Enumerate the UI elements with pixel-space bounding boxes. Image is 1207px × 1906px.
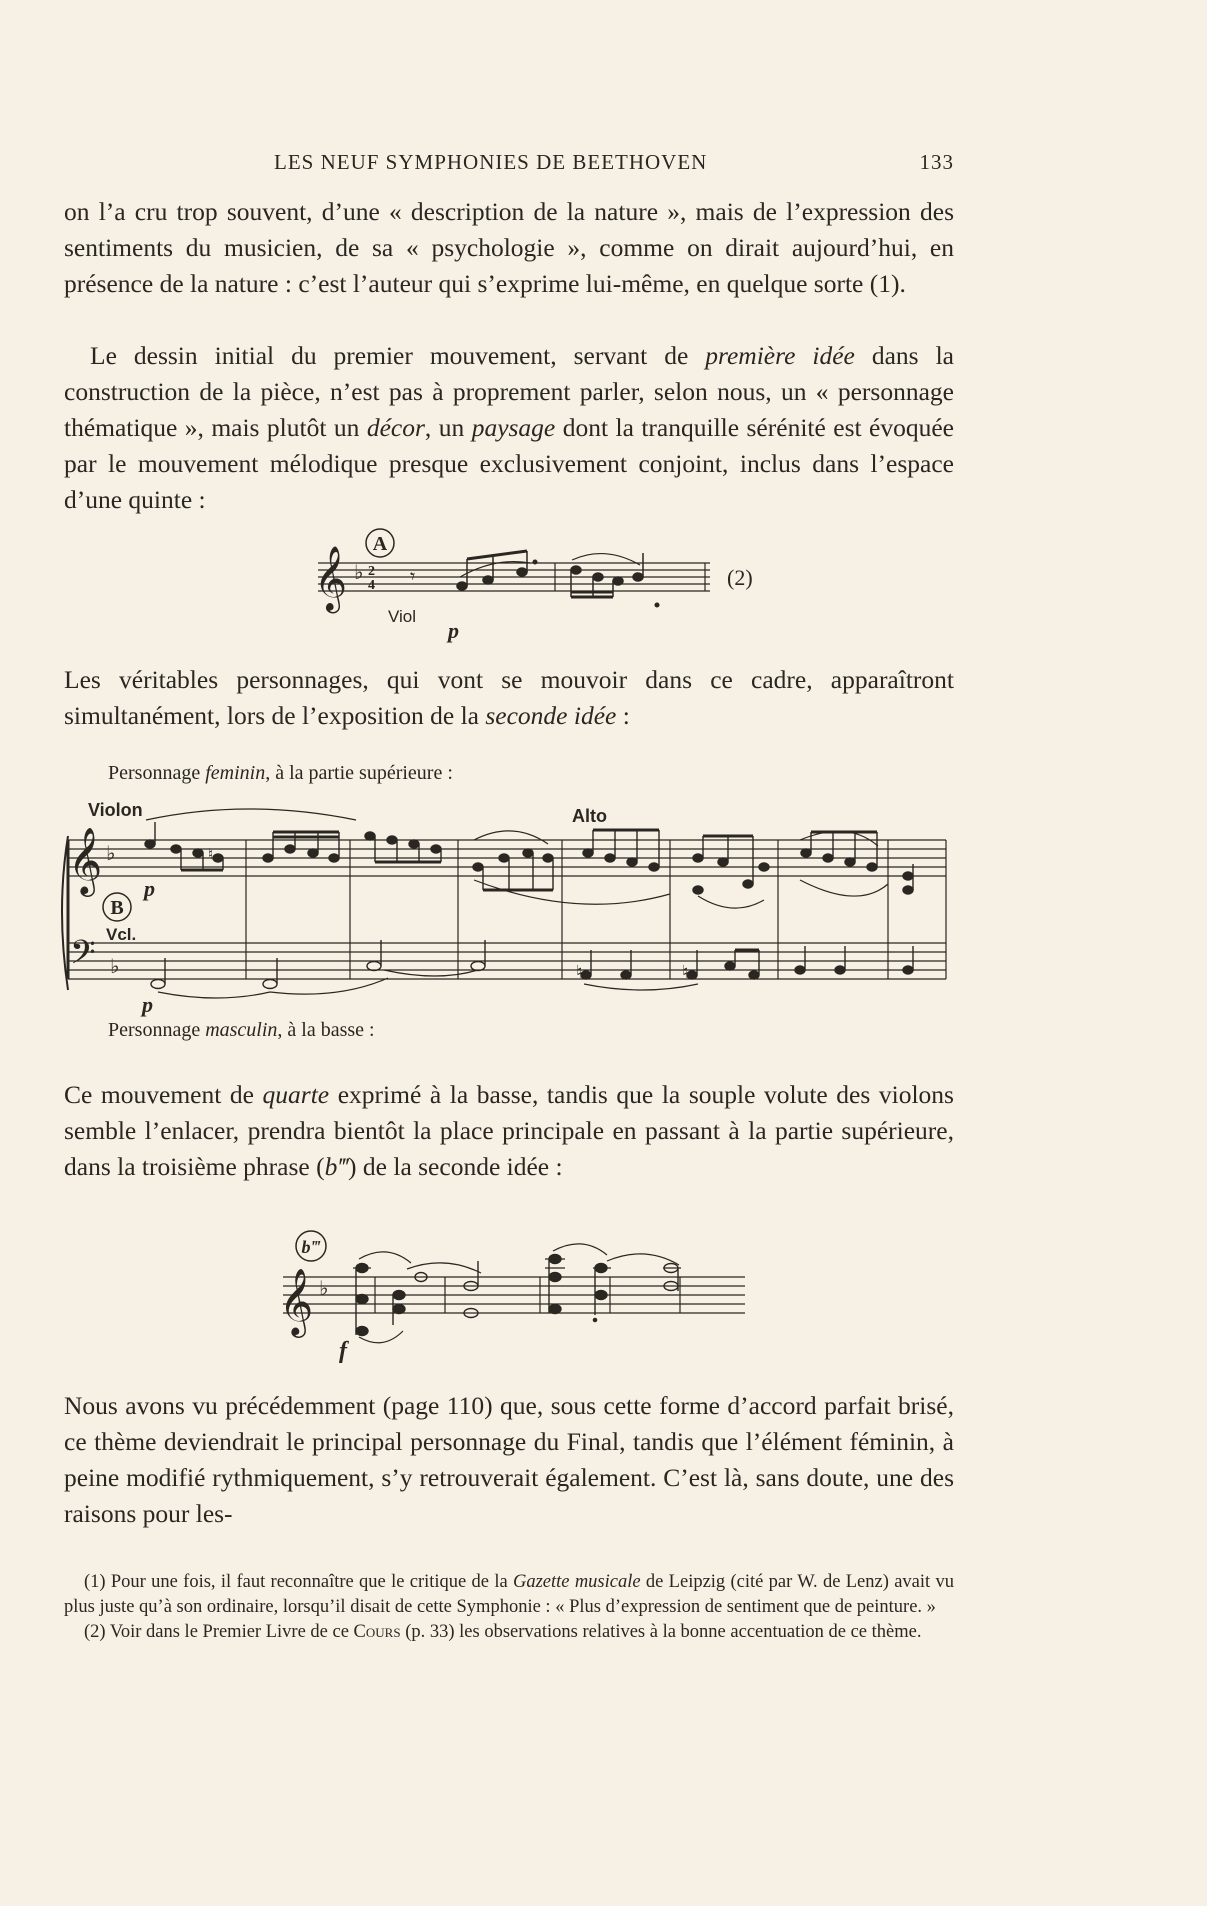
paragraph-1 xyxy=(64,194,954,302)
caption-feminine-emphasis: feminin xyxy=(205,762,266,784)
music-staff-b3 xyxy=(275,1225,755,1365)
para2-text-3: , un xyxy=(424,413,472,442)
footnote-2-text-2: (p. 33) les observations relatives à la bonne accentuation de ce thème. xyxy=(400,1622,922,1642)
svg-text:♮: ♮ xyxy=(576,962,583,983)
caption-masculine-emphasis: masculin xyxy=(205,1019,278,1041)
rehearsal-marker-b3-label: b‴ xyxy=(301,1237,321,1257)
treble-clef-b3: 𝄞 xyxy=(279,1267,314,1335)
paragraph-1-text: on l’a cru trop souvent, d’une « description de la nature », mais de l’expression des sentiments du musicien, de sa « psychologie », comme on dirait aujourd’hui, en présence de la nature : c’est l’auteur qui s’exprime lui-même, en quelque sorte (1). xyxy=(64,197,954,298)
caption-feminine-text-1: Personnage xyxy=(108,762,206,784)
para4-emphasis-b-phrase: b‴ xyxy=(324,1152,349,1181)
para3-text-1: Les véritables personnages, qui vont se mouvoir dans ce cadre, apparaîtront simultanément, lors de l’exposition de la xyxy=(64,665,954,730)
music-example-b xyxy=(58,800,958,1025)
svg-text:♮: ♮ xyxy=(208,845,214,863)
paragraph-2-text xyxy=(64,338,954,518)
para2-emphasis-paysage: paysage xyxy=(471,413,556,442)
para2-emphasis-decor: décor xyxy=(366,413,425,442)
music-staff-a xyxy=(300,525,780,650)
dynamic-p-a: p xyxy=(448,618,459,643)
para4-text-3: ) de la seconde idée : xyxy=(348,1152,563,1181)
rehearsal-marker-b-label: B xyxy=(110,897,124,919)
page-header xyxy=(64,150,954,180)
running-title: LES NEUF SYMPHONIES DE BEETHOVEN xyxy=(274,150,708,174)
music-example-b3 xyxy=(275,1225,755,1365)
caption-feminine-text-2: , à la partie supérieure : xyxy=(265,762,453,784)
treble-clef-b: 𝄞 xyxy=(68,826,103,894)
paragraph-5-text: Nous avons vu précédemment (page 110) que, sous cette forme d’accord parfait brisé, ce thème deviendrait le principal personnage du Final, tandis que l’élément féminin, à peine modifié rythmiquement, s’y retrouverait également. C’est là, sans doute, une des raisons pour les- xyxy=(64,1391,954,1528)
caption-masculine xyxy=(108,1019,375,1042)
footnote-ref-2: (2) xyxy=(727,565,753,590)
footnote-1-text-1: (1) Pour une fois, il faut reconnaître que le critique de la xyxy=(84,1572,513,1592)
dynamic-p-lower: p xyxy=(142,992,153,1017)
para2-text-4: dont la tranquille sérénité est évoquée par le mouvement mélodique presque exclusivement conjoint, inclus dans l’espace d’une quinte : xyxy=(64,413,954,514)
bass-clef: 𝄢 xyxy=(70,934,96,980)
paragraph-3 xyxy=(64,662,954,734)
instrument-label-violon: Violon xyxy=(88,800,143,820)
paragraph-5 xyxy=(64,1388,954,1532)
svg-text:♭: ♭ xyxy=(110,954,120,978)
instrument-label-alto: Alto xyxy=(572,806,607,826)
para3-emphasis-seconde-idee: seconde idée xyxy=(485,701,617,730)
paragraph-4 xyxy=(64,1077,954,1185)
svg-text:♮: ♮ xyxy=(682,962,689,983)
para4-emphasis-quarte: quarte xyxy=(262,1080,330,1109)
footnote-1-text-2: de Leipzig (cité par W. de Lenz) avait vu plus juste qu’à son ordinaire, lorsqu’il disait de cette Symphonie : « Plus d’expression de sentiment que de peinture. » xyxy=(64,1572,954,1617)
flat-sign: ♭ xyxy=(354,560,364,584)
paragraph-3-text xyxy=(64,662,954,734)
footnote-2-small-caps: Cours xyxy=(353,1622,401,1642)
instrument-label-viol: Viol xyxy=(388,607,417,626)
music-system-b xyxy=(58,800,958,1025)
caption-feminine xyxy=(108,762,453,785)
para2-text-2: dans la construction de la pièce, n’est pas à proprement parler, selon nous, un « personnage thématique », mais plutôt un xyxy=(64,341,954,442)
footnote-2-text-1: (2) Voir dans le Premier Livre de ce xyxy=(84,1622,354,1642)
svg-text:♭: ♭ xyxy=(106,841,116,865)
dynamic-p-upper: p xyxy=(144,876,155,901)
footnote-2 xyxy=(64,1620,954,1645)
svg-text:𝄾: 𝄾 xyxy=(410,564,416,588)
rehearsal-marker-a-label: A xyxy=(372,533,388,555)
music-example-a xyxy=(300,525,780,650)
instrument-label-vcl: Vcl. xyxy=(106,925,137,944)
treble-clef: 𝄞 xyxy=(314,546,348,611)
footnote-1 xyxy=(64,1570,954,1620)
paragraph-2 xyxy=(64,338,954,518)
svg-text:4: 4 xyxy=(368,578,375,593)
caption-masculine-text-1: Personnage xyxy=(108,1019,206,1041)
dynamic-f: f xyxy=(339,1338,347,1364)
para2-text-1: Le dessin initial du premier mouvement, servant de xyxy=(90,341,706,370)
paragraph-4-text xyxy=(64,1077,954,1185)
para4-text-2: exprimé à la basse, tandis que la souple volute des violons semble l’enlacer, prendra bientôt la place principale en passant à la partie supérieure, dans la troisième phrase ( xyxy=(64,1080,954,1181)
footnote-1-emphasis: Gazette musicale xyxy=(513,1572,641,1592)
caption-masculine-text-2: , à la basse : xyxy=(277,1019,375,1041)
svg-text:♭: ♭ xyxy=(319,1276,329,1300)
svg-text:2: 2 xyxy=(368,564,375,579)
page-number: 133 xyxy=(919,150,954,174)
para4-text-1: Ce mouvement de xyxy=(64,1080,263,1109)
para3-text-2: : xyxy=(616,701,630,730)
para2-emphasis-premiere-idee: première idée xyxy=(705,341,855,370)
footnotes xyxy=(64,1570,954,1645)
